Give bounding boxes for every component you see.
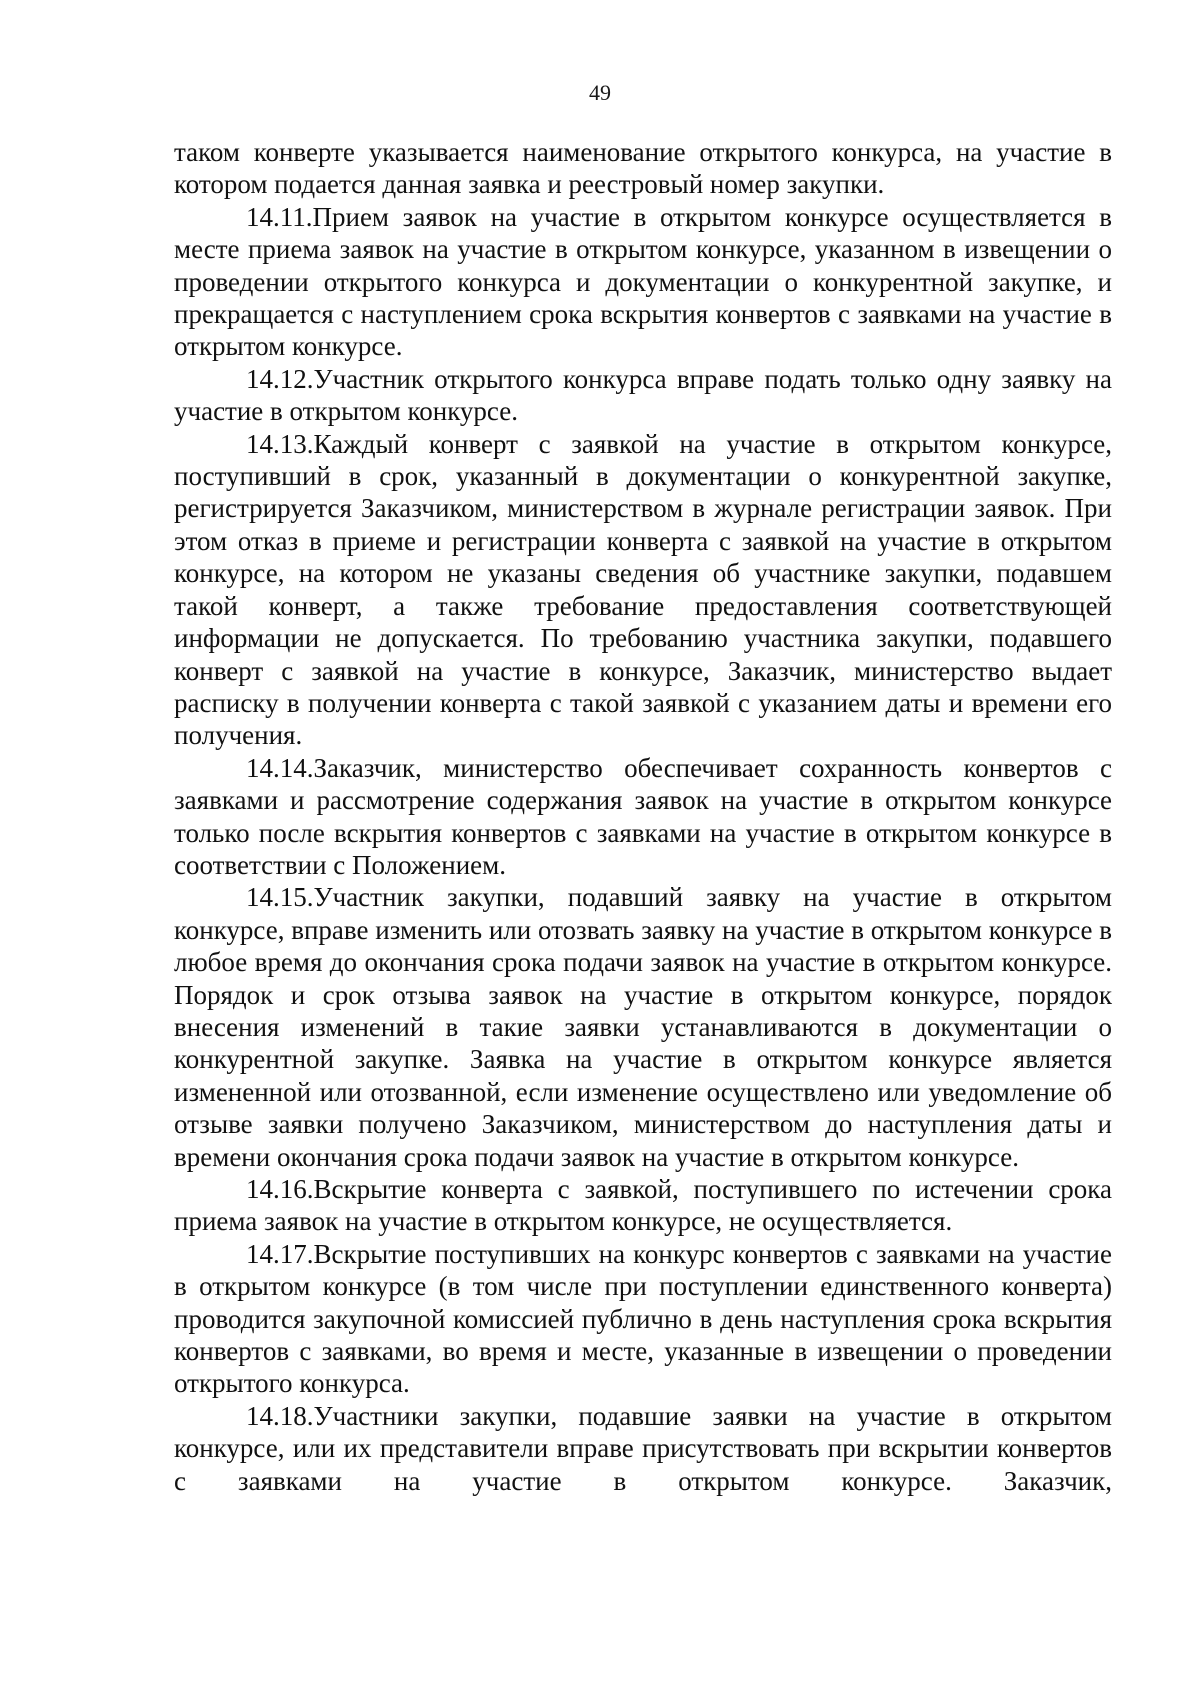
- clause-14-17: 14.17.Вскрытие поступивших на конкурс конвертов с заявками на участие в открытом конкурсе (в том числе при поступлении единственного конверта) проводится закупочной комиссией публично в день наступления срока вскрытия конвертов с заявками, во время и месте, указанные в извещении о проведении открытого конкурса.: [174, 1238, 1112, 1399]
- clause-14-13: 14.13.Каждый конверт с заявкой на участие в открытом конкурсе, поступивший в срок, указанный в документации о конкурентной закупке, регистрируется Заказчиком, министерством в журнале регистрации заявок. При этом отказ в приеме и регистрации конверта с заявкой на участие в открытом конкурсе, на котором не указаны сведения об участнике закупки, подавшем такой конверт, а также требование предоставления соответствующей информации не допускается. По требованию участника закупки, подавшего конверт с заявкой на участие в конкурсе, Заказчик, министерство выдает расписку в получении конверта с такой заявкой с указанием даты и времени его получения.: [174, 428, 1112, 751]
- clause-14-15: 14.15.Участник закупки, подавший заявку на участие в открытом конкурсе, вправе изменить или отозвать заявку на участие в открытом конкурсе в любое время до окончания срока подачи заявок на участие в открытом конкурсе. Порядок и срок отзыва заявок на участие в открытом конкурсе, порядок внесения изменений в такие заявки устанавливаются в документации о конкурентной закупке. Заявка на участие в открытом конкурсе является измененной или отозванной, если изменение осуществлено или уведомление об отзыве заявки получено Заказчиком, министерством до наступления даты и времени окончания срока подачи заявок на участие в открытом конкурсе.: [174, 882, 1112, 1172]
- clause-14-12: 14.12.Участник открытого конкурса вправе подать только одну заявку на участие в открытом конкурсе.: [174, 363, 1112, 427]
- document-body: [174, 136, 1112, 1497]
- clause-14-16: 14.16.Вскрытие конверта с заявкой, поступившего по истечении срока приема заявок на участие в открытом конкурсе, не осуществляется.: [174, 1174, 1112, 1237]
- clause-14-11: 14.11.Прием заявок на участие в открытом конкурсе осуществляется в месте приема заявок на участие в открытом конкурсе, указанном в извещении о проведении открытого конкурса и документации о конкурентной закупке, и прекращается с наступлением срока вскрытия конвертов с заявками на участие в открытом конкурсе.: [174, 201, 1112, 362]
- clause-14-14: 14.14.Заказчик, министерство обеспечивает сохранность конвертов с заявками и рассмотрение содержания заявок на участие в открытом конкурсе только после вскрытия конвертов с заявками на участие в открытом конкурсе в соответствии с Положением.: [174, 752, 1112, 880]
- page-number: 49: [589, 80, 611, 105]
- paragraph-continuation: таком конверте указывается наименование открытого конкурса, на участие в котором подается данная заявка и реестровый номер закупки.: [174, 137, 1112, 200]
- clause-14-18: 14.18.Участники закупки, подавшие заявки на участие в открытом конкурсе, или их представители вправе присутствовать при вскрытии конвертов с заявками на участие в открытом конкурсе. Заказчик,: [174, 1400, 1112, 1496]
